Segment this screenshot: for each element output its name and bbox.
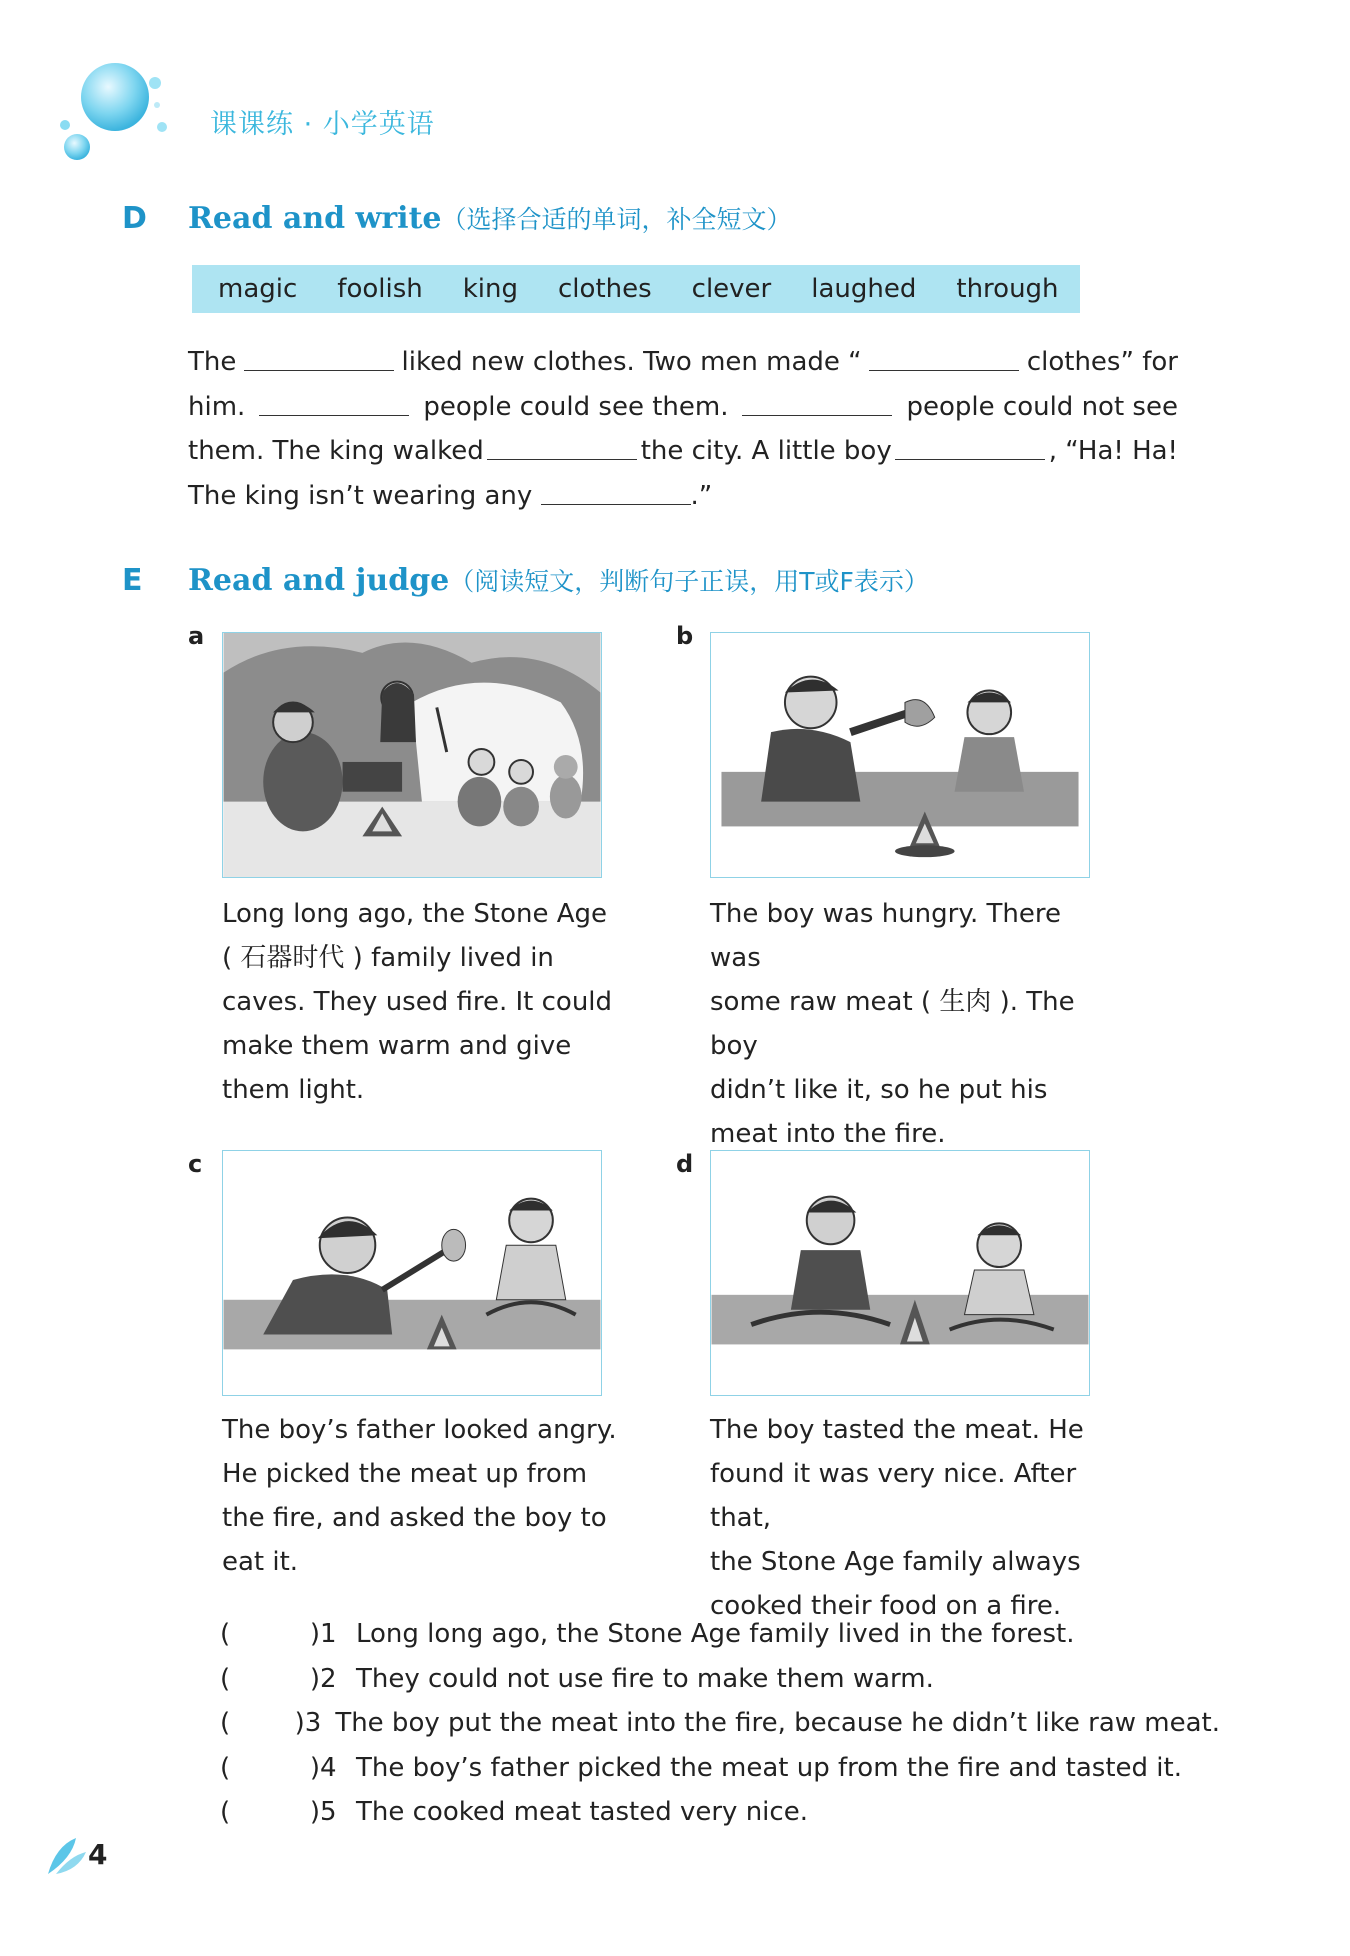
picture-label-d: d	[676, 1150, 694, 1178]
picture-b-raw-meat	[710, 632, 1090, 878]
judge-item	[220, 1790, 1220, 1835]
judge-item	[220, 1701, 1220, 1746]
text-line: eat it.	[222, 1547, 299, 1577]
bubbles-decoration-icon	[55, 55, 185, 170]
cloze-text: The king isn’t wearing any	[188, 480, 533, 511]
answer-slot[interactable]	[220, 1612, 320, 1657]
paren-close: )	[309, 1752, 320, 1783]
cloze-text: , “Ha! Ha!	[1048, 436, 1178, 466]
judge-item	[220, 1657, 1220, 1702]
section-e-letter: E	[122, 563, 143, 598]
text-line: make them warm and give	[222, 1031, 572, 1061]
picture-b-text	[710, 892, 1110, 1156]
word-bank-item: magic	[218, 274, 298, 304]
word-bank-item: laughed	[811, 274, 917, 304]
blank-3[interactable]	[259, 385, 409, 416]
word-bank	[192, 265, 1080, 313]
paren-open: (	[220, 1663, 231, 1694]
text-line: meat into the fire.	[710, 1119, 946, 1149]
text-line: didn’t like it, so he put his	[710, 1075, 1048, 1105]
blank-4[interactable]	[742, 385, 892, 416]
item-text: Long long ago, the Stone Age family lived in the forest.	[356, 1619, 1075, 1649]
text-line: the Stone Age family always	[710, 1547, 1081, 1577]
angry-father-illustration-icon	[223, 1151, 601, 1395]
text-line: found it was very nice. After that,	[710, 1459, 1077, 1533]
judge-item	[220, 1612, 1220, 1657]
text-line: the fire, and asked the boy to	[222, 1503, 607, 1533]
judge-item	[220, 1746, 1220, 1791]
cloze-text: clothes” for	[1026, 347, 1178, 377]
leaf-decoration-icon	[46, 1836, 88, 1876]
item-text: They could not use fire to make them warm.	[356, 1663, 934, 1694]
cloze-passage	[188, 340, 1178, 518]
item-number: 3	[304, 1708, 322, 1738]
word-bank-item: clothes	[558, 274, 652, 304]
blank-6[interactable]	[895, 429, 1045, 460]
blank-7[interactable]	[541, 474, 691, 505]
picture-a-cave-family	[222, 632, 602, 878]
text-line: The boy tasted the meat. He	[710, 1415, 1084, 1445]
section-d-subtitle: （选择合适的单词，补全短文）	[441, 205, 792, 234]
item-text: The cooked meat tasted very nice.	[356, 1797, 808, 1827]
paren-close: )	[309, 1663, 320, 1694]
text-line: some raw meat ( 生肉 ). The boy	[710, 987, 1075, 1061]
item-number: 4	[320, 1752, 337, 1783]
picture-a-text	[222, 892, 622, 1112]
answer-slot[interactable]	[220, 1746, 320, 1791]
cloze-text: him.	[188, 391, 246, 422]
cloze-text: liked new clothes. Two men made “	[401, 347, 862, 377]
blank-5[interactable]	[487, 429, 637, 460]
cloze-line	[188, 385, 1178, 430]
cloze-text: The	[188, 347, 237, 377]
cloze-line	[188, 340, 1178, 385]
section-d-heading	[122, 200, 792, 236]
section-d-letter: D	[122, 201, 147, 236]
text-line: cooked their food on a fire.	[710, 1591, 1062, 1621]
word-bank-item: through	[956, 274, 1059, 304]
answer-slot[interactable]	[220, 1657, 320, 1702]
text-line: caves. They used fire. It could	[222, 987, 613, 1017]
word-bank-item: clever	[691, 274, 772, 304]
section-e-heading	[122, 562, 929, 598]
item-number: 1	[320, 1619, 337, 1649]
picture-label-a: a	[188, 622, 205, 650]
section-d-title: Read and write	[188, 201, 442, 236]
cave-family-illustration-icon	[223, 633, 601, 877]
cloze-text: the city. A little boy	[640, 436, 892, 466]
cloze-text: .”	[690, 480, 713, 511]
item-text: The boy put the meat into the fire, because he didn’t like raw meat.	[335, 1708, 1220, 1738]
item-text: The boy’s father picked the meat up from the fire and tasted it.	[356, 1752, 1182, 1783]
text-line: them light.	[222, 1075, 365, 1105]
word-bank-item: foolish	[337, 274, 423, 304]
answer-slot[interactable]	[220, 1701, 305, 1746]
cloze-line	[188, 474, 1178, 519]
word-bank-item: king	[462, 274, 519, 304]
judge-list	[220, 1612, 1220, 1835]
blank-2[interactable]	[869, 340, 1019, 371]
page-number: 4	[88, 1838, 108, 1871]
paren-open: (	[220, 1708, 231, 1738]
item-number: 5	[320, 1797, 337, 1827]
text-line: The boy’s father looked angry.	[222, 1415, 617, 1445]
text-line: ( 石器时代 ) family lived in	[222, 943, 554, 973]
paren-close: )	[309, 1797, 320, 1827]
paren-open: (	[220, 1619, 231, 1649]
picture-c-text	[222, 1408, 622, 1584]
running-head: 课课练 · 小学英语	[210, 109, 435, 140]
paren-close: )	[309, 1619, 320, 1649]
item-number: 2	[320, 1663, 337, 1694]
picture-c-angry-father	[222, 1150, 602, 1396]
text-line: He picked the meat up from	[222, 1459, 588, 1489]
section-e-subtitle: （阅读短文，判断句子正误，用T或F表示）	[449, 567, 929, 596]
paren-open: (	[220, 1797, 231, 1827]
tasted-meat-illustration-icon	[711, 1151, 1089, 1395]
text-line: Long long ago, the Stone Age	[222, 899, 607, 929]
picture-d-text	[710, 1408, 1110, 1628]
text-line: The boy was hungry. There was	[710, 899, 1061, 973]
answer-slot[interactable]	[220, 1790, 320, 1835]
paren-open: (	[220, 1752, 231, 1783]
cloze-text: people could see them.	[423, 391, 729, 422]
cloze-text: them. The king walked	[188, 436, 484, 466]
cloze-text: people could not see	[906, 391, 1178, 422]
cloze-line	[188, 429, 1178, 474]
blank-1[interactable]	[244, 340, 394, 371]
raw-meat-illustration-icon	[711, 633, 1089, 877]
picture-d-tasted-meat	[710, 1150, 1090, 1396]
picture-label-b: b	[676, 622, 694, 650]
section-e-title: Read and judge	[188, 563, 450, 598]
paren-close: )	[294, 1708, 305, 1738]
picture-label-c: c	[188, 1150, 203, 1178]
